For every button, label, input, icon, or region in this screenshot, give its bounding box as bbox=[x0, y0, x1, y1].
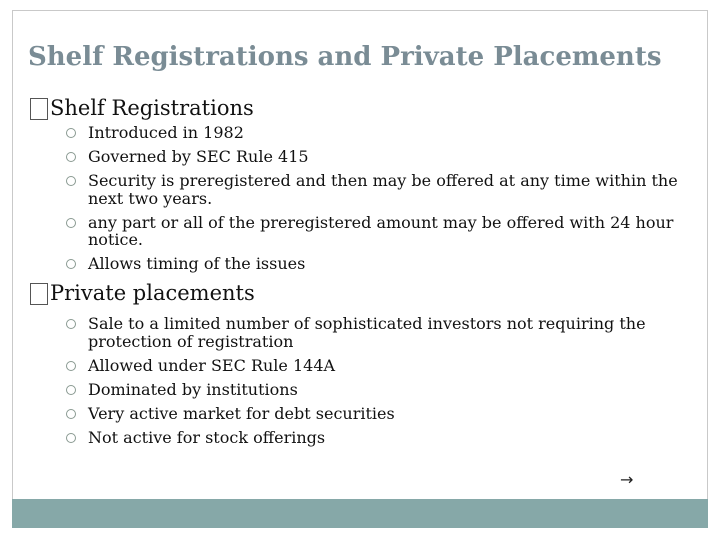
section-heading-text: Shelf Registrations bbox=[50, 96, 254, 120]
list-item-text: Security is preregistered and then may be offered at any time within the next two years. bbox=[88, 171, 678, 208]
list-item-text: Not active for stock offerings bbox=[88, 427, 326, 447]
circle-bullet-icon bbox=[66, 361, 76, 371]
list-item bbox=[58, 148, 680, 166]
right-arrow-icon[interactable]: → bbox=[620, 470, 634, 489]
section-shelf-registrations bbox=[30, 94, 680, 273]
circle-bullet-icon bbox=[66, 385, 76, 395]
list-item-text: any part or all of the preregistered amount may be offered with 24 hour notice. bbox=[88, 212, 674, 249]
circle-bullet-icon bbox=[66, 218, 76, 228]
list-item bbox=[58, 214, 680, 249]
circle-bullet-icon bbox=[66, 152, 76, 162]
slide-title: Shelf Registrations and Private Placements bbox=[28, 42, 662, 72]
list-item-text: Allows timing of the issues bbox=[88, 254, 306, 273]
list-item-text: Governed by SEC Rule 415 bbox=[88, 147, 309, 166]
circle-bullet-icon bbox=[66, 176, 76, 186]
slide-content bbox=[30, 94, 680, 453]
list-item-text: Allowed under SEC Rule 144A bbox=[88, 355, 336, 375]
bullet-list bbox=[30, 315, 680, 446]
footer-bar bbox=[12, 499, 708, 528]
list-item bbox=[58, 124, 680, 142]
circle-bullet-icon bbox=[66, 433, 76, 443]
box-bullet-icon bbox=[30, 283, 48, 305]
circle-bullet-icon bbox=[66, 259, 76, 269]
list-item-text: Very active market for debt securities bbox=[88, 403, 395, 423]
list-item bbox=[58, 405, 680, 423]
section-heading bbox=[30, 279, 680, 307]
list-item bbox=[58, 255, 680, 273]
list-item-text: Sale to a limited number of sophisticated investors not requiring the protection of registration bbox=[88, 314, 646, 351]
box-bullet-icon bbox=[30, 98, 48, 120]
bullet-list bbox=[30, 124, 680, 273]
section-heading-text: Private placements bbox=[50, 281, 255, 305]
list-item bbox=[58, 381, 680, 399]
circle-bullet-icon bbox=[66, 409, 76, 419]
list-item bbox=[58, 172, 680, 207]
section-heading bbox=[30, 94, 680, 122]
list-item-text: Dominated by institutions bbox=[88, 379, 298, 399]
list-item bbox=[58, 357, 680, 375]
list-item bbox=[58, 429, 680, 447]
section-private-placements bbox=[30, 279, 680, 446]
circle-bullet-icon bbox=[66, 128, 76, 138]
list-item-text: Introduced in 1982 bbox=[88, 123, 244, 142]
list-item bbox=[58, 315, 680, 350]
circle-bullet-icon bbox=[66, 319, 76, 329]
